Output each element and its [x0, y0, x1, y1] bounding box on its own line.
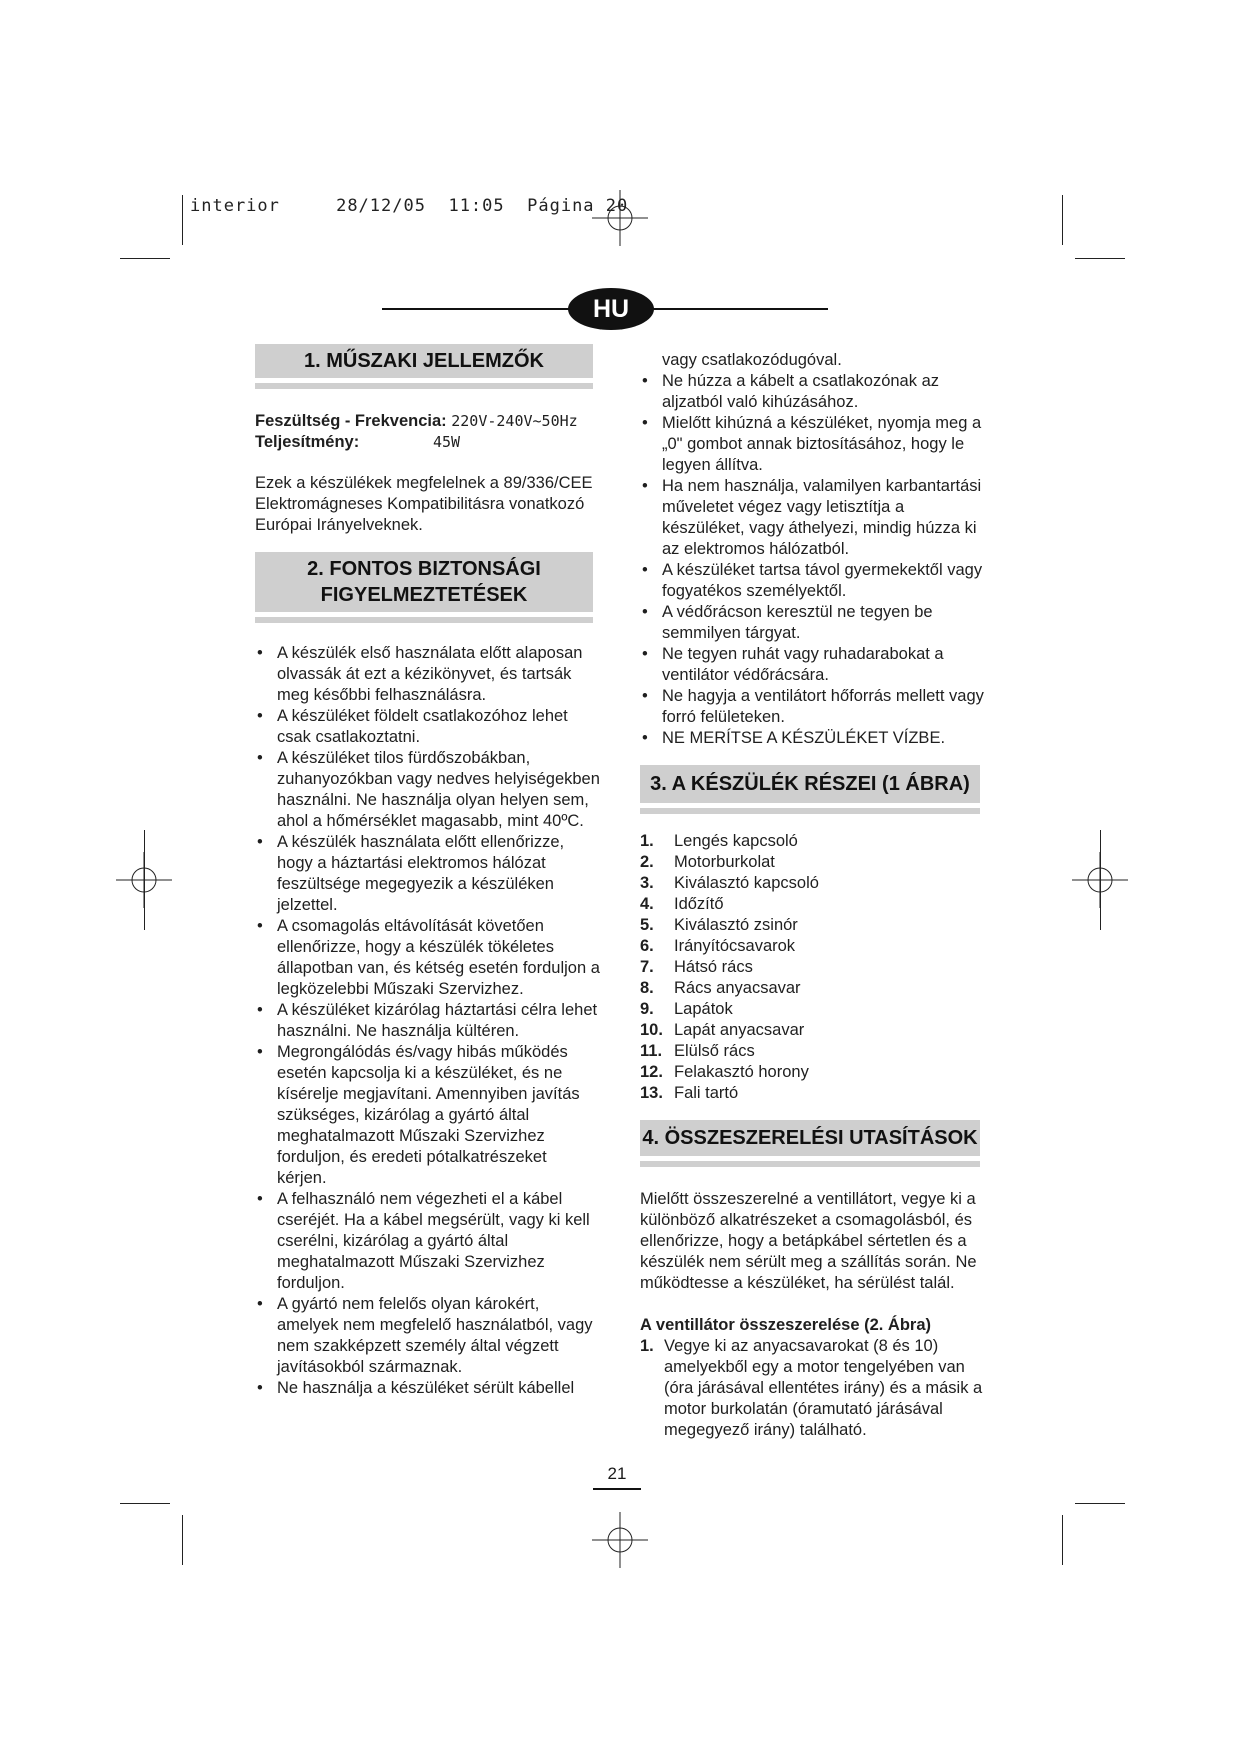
- print-file: interior: [190, 196, 280, 216]
- safety-item: • Megrongálódás és/vagy hibás működés esetén kapcsolja ki a készüléket, és ne kísérelje megjavítani. Amennyiben javítás szükséges, kizárólag a gyártó által meghatalmazott Műszaki Szervizhez forduljon, és eredeti pótalkatrészeket kérjen.: [255, 1042, 600, 1189]
- language-rule-left: [382, 308, 572, 310]
- part-name: Rács anyacsavar: [674, 979, 801, 997]
- safety-item: • NE MERÍTSE A KÉSZÜLÉKET VÍZBE.: [640, 728, 990, 749]
- part-item: [640, 1020, 990, 1041]
- part-name: Irányítócsavarok: [674, 937, 796, 955]
- step-number: 1.: [640, 1337, 654, 1355]
- crop-mark-top-right-h: [1075, 258, 1125, 259]
- part-number: 6.: [640, 937, 654, 955]
- language-rule-right: [650, 308, 828, 310]
- section-2-title-line2: FIGYELMEZTETÉSEK: [320, 584, 528, 606]
- safety-item: • A csomagolás eltávolítását követően ellenőrizze, hogy a készülék tökéletes állapotban van, és kétség esetén forduljon a legközelebbi Műszaki Szervizhez.: [255, 916, 600, 1000]
- part-number: 7.: [640, 958, 654, 976]
- crop-mark-bottom-left-h: [120, 1503, 170, 1504]
- power-label: Teljesítmény:: [255, 433, 360, 451]
- crop-mark-top-left: [182, 195, 183, 245]
- parts-list: [640, 831, 990, 1104]
- crop-mark-top-left-h: [120, 258, 170, 259]
- part-item: [640, 831, 990, 852]
- part-number: 4.: [640, 895, 654, 913]
- part-item: [640, 999, 990, 1020]
- print-page: Página 20: [527, 196, 629, 216]
- part-item: [640, 915, 990, 936]
- step-text: Vegye ki az anyacsavarokat (8 és 10) amelyekből egy a motor tengelyében van (óra járásával ellentétes irány) és a másik a motor burkolatán (óramutató járásával megegyező irány) található.: [664, 1337, 983, 1439]
- safety-item: • Ne tegyen ruhát vagy ruhadarabokat a ventilátor védőrácsára.: [640, 644, 990, 686]
- safety-item: • Ha nem használja, valamilyen karbantartási műveletet végez vagy letisztítja a készüléket, vagy áthelyezi, mindig húzza ki az elektromos hálózatból.: [640, 476, 990, 560]
- part-item: [640, 957, 990, 978]
- part-number: 12.: [640, 1063, 663, 1081]
- part-name: Felakasztó horony: [674, 1063, 809, 1081]
- safety-item: • A gyártó nem felelős olyan károkért, amelyek nem megfelelő használatból, vagy nem szakképzett személy által végzett javításokból származnak.: [255, 1294, 600, 1378]
- section-1-heading: 1. MŰSZAKI JELLEMZŐK: [255, 344, 593, 378]
- part-name: Elülső rács: [674, 1042, 755, 1060]
- part-name: Lapát anyacsavar: [674, 1021, 805, 1039]
- assembly-intro: Mielőtt összeszerelné a ventillátort, vegye ki a különböző alkatrészeket a csomagolásból, és ellenőrizze, hogy a betápkábel sértetlen és a készülék nem sérült meg a szállítás során. Ne működtesse a készüléket, ha sérülést talál.: [640, 1190, 977, 1292]
- safety-item: • A készüléket földelt csatlakozóhoz lehet csak csatlakoztatni.: [255, 706, 600, 748]
- part-number: 10.: [640, 1021, 663, 1039]
- safety-list-right: [640, 371, 990, 749]
- part-number: 8.: [640, 979, 654, 997]
- safety-item: • A készüléket tilos fürdőszobákban, zuhanyozókban vagy nedves helyiségekben használni. Ne használja olyan helyen sem, ahol a hőmérséklet magasabb, mint 40ºC.: [255, 748, 600, 832]
- part-name: Kiválasztó kapcsoló: [674, 874, 819, 892]
- part-name: Lapátok: [674, 1000, 733, 1018]
- part-item: [640, 978, 990, 999]
- compliance-text: Ezek a készülékek megfelelnek a 89/336/CEE Elektromágneses Kompatibilitásra vonatkozó Európai Irányelveknek.: [255, 474, 593, 534]
- safety-item: • Ne használja a készüléket sérült kábellel: [255, 1378, 600, 1399]
- part-name: Fali tartó: [674, 1084, 739, 1102]
- safety-item: • A felhasználó nem végezheti el a kábel cseréjét. Ha a kábel megsérült, vagy ki kell cserélni, kizárólag a gyártó által meghatalmazott Műszaki Szervizhez forduljon.: [255, 1189, 600, 1294]
- safety-item: • A készüléket kizárólag háztartási célra lehet használni. Ne használja kültéren.: [255, 1000, 600, 1042]
- part-name: Lengés kapcsoló: [674, 832, 798, 850]
- safety-item: • Mielőtt kihúzná a készüléket, nyomja meg a „0" gombot annak biztosításához, hogy le legyen állítva.: [640, 413, 990, 476]
- print-time: 11:05: [448, 196, 505, 216]
- safety-item: • Ne húzza a kábelt a csatlakozónak az aljzatból való kihúzásához.: [640, 371, 990, 413]
- assembly-step: [640, 1336, 990, 1441]
- part-number: 5.: [640, 916, 654, 934]
- registration-line-left: [144, 830, 145, 930]
- safety-item: • A készülék használata előtt ellenőrizze, hogy a háztartási elektromos hálózat feszültsége megegyezik a készüléken jelzettel.: [255, 832, 600, 916]
- part-item: [640, 936, 990, 957]
- part-number: 11.: [640, 1042, 663, 1060]
- registration-mark-bottom: [592, 1512, 648, 1568]
- safety-continuation: vagy csatlakozódugóval.: [662, 351, 842, 369]
- registration-mark-top: [592, 190, 648, 246]
- safety-item: • A védőrácson keresztül ne tegyen be semmilyen tárgyat.: [640, 602, 990, 644]
- part-name: Hátsó rács: [674, 958, 753, 976]
- crop-mark-top-right: [1062, 195, 1063, 245]
- voltage-label: Feszültség - Frekvencia:: [255, 412, 447, 430]
- section-4-heading: 4. ÖSSZESZERELÉSI UTASÍTÁSOK: [640, 1120, 980, 1156]
- language-badge: HU: [568, 288, 654, 330]
- print-header: [190, 196, 628, 216]
- part-name: Időzítő: [674, 895, 724, 913]
- power-value: 45W: [433, 433, 461, 451]
- section-3-heading: 3. A KÉSZÜLÉK RÉSZEI (1 ÁBRA): [640, 765, 980, 803]
- part-number: 1.: [640, 832, 654, 850]
- specs-block: [255, 411, 595, 453]
- section-4-underline: [640, 1161, 980, 1167]
- voltage-value: 220V-240V~50Hz: [451, 412, 578, 430]
- part-number: 9.: [640, 1000, 654, 1018]
- section-2-title-line1: 2. FONTOS BIZTONSÁGI: [307, 558, 541, 580]
- part-name: Kiválasztó zsinór: [674, 916, 798, 934]
- part-item: [640, 894, 990, 915]
- section-1-underline: [255, 383, 593, 389]
- crop-mark-bottom-left: [182, 1515, 183, 1565]
- crop-mark-bottom-right-h: [1075, 1503, 1125, 1504]
- safety-item: • A készüléket tartsa távol gyermekektől vagy fogyatékos személyektől.: [640, 560, 990, 602]
- section-2-underline: [255, 617, 593, 623]
- assembly-steps: [640, 1336, 990, 1441]
- print-date: 28/12/05: [336, 196, 426, 216]
- part-item: [640, 852, 990, 873]
- part-number: 3.: [640, 874, 654, 892]
- page-number: 21: [607, 1464, 627, 1483]
- part-name: Motorburkolat: [674, 853, 775, 871]
- section-3-underline: [640, 808, 980, 814]
- page-number-underline: [593, 1488, 641, 1490]
- registration-line-right: [1100, 830, 1101, 930]
- assembly-subtitle: A ventillátor összeszerelése (2. Ábra): [640, 1316, 932, 1334]
- part-item: [640, 873, 990, 894]
- safety-list-left: [255, 643, 600, 1399]
- part-item: [640, 1083, 990, 1104]
- crop-mark-bottom-right: [1062, 1515, 1063, 1565]
- safety-item: • Ne hagyja a ventilátort hőforrás mellett vagy forró felületeken.: [640, 686, 990, 728]
- part-item: [640, 1041, 990, 1062]
- part-number: 2.: [640, 853, 654, 871]
- safety-item: • A készülék első használata előtt alaposan olvassák át ezt a kézikönyvet, és tartsák meg későbbi felhasználásra.: [255, 643, 600, 706]
- section-2-heading: [255, 552, 593, 612]
- part-number: 13.: [640, 1084, 663, 1102]
- part-item: [640, 1062, 990, 1083]
